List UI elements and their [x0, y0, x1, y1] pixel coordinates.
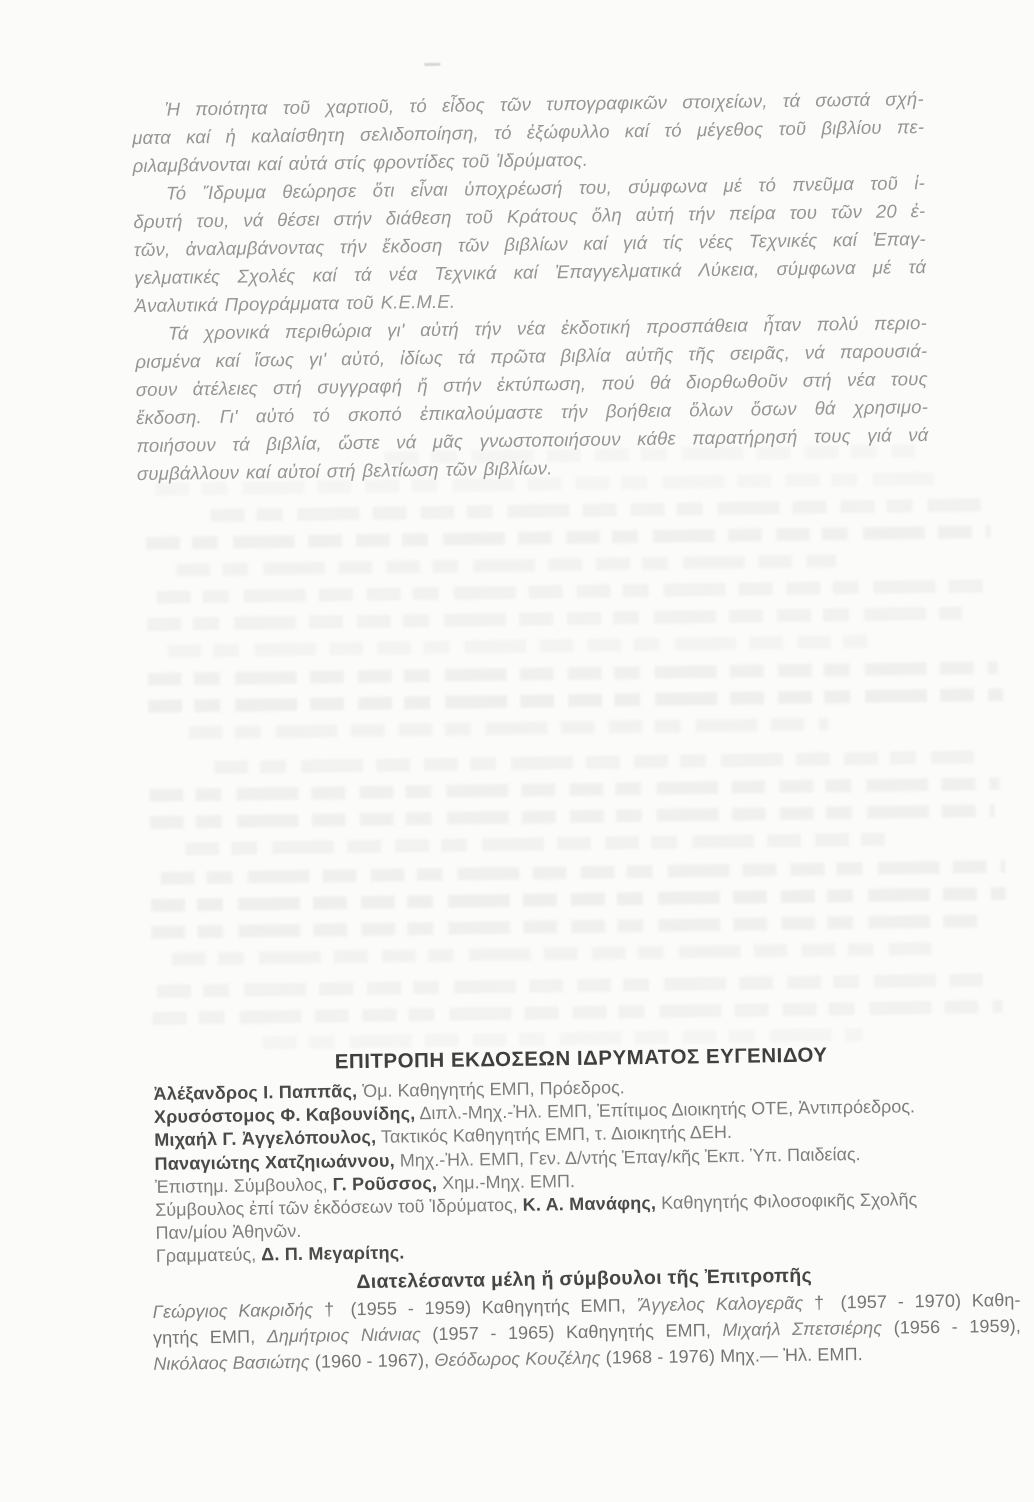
- text-run: (1960 - 1967),: [309, 1350, 435, 1372]
- scan-artifact: [424, 63, 440, 66]
- person-name: Ἄγγελος Καλογερᾶς: [636, 1292, 804, 1316]
- text-line: ρισμένα καί ἴσως γι' αὐτό, ἰδίως τά πρῶτα βιβλία αὐτῆς τῆς σειρᾶς, νά παρουσιά-: [135, 340, 928, 373]
- text-run: Τακτικός Καθηγητής ΕΜΠ, τ. Διοικητής ΔΕΗ.: [376, 1122, 733, 1148]
- bleedthrough-text: [157, 973, 997, 998]
- bleedthrough-text: [188, 717, 828, 739]
- text-run: (1968 - 1976) Μηχ.— Ἠλ. ΕΜΠ.: [600, 1344, 863, 1368]
- person-name: Γεώργιος Κακριδής: [152, 1299, 314, 1322]
- person-name: Γ. Ροῦσσος,: [332, 1172, 438, 1195]
- text-line: ματα καί ἡ καλαίσθητη σελιδοποίηση, τό ἐξώφυλλο καί τό μέγεθος τοῦ βιβλίου πε-: [132, 116, 925, 149]
- text-run: Σύμβουλος ἐπί τῶν ἐκδόσεων τοῦ Ἱδρύματος,: [155, 1194, 523, 1220]
- bleedthrough-text: [167, 635, 867, 658]
- bleedthrough-text: [172, 942, 932, 966]
- committee-member-list: [153, 1070, 1034, 1268]
- text-run: Καθηγητής Φιλοσοφικῆς Σχολῆς: [656, 1189, 918, 1213]
- paragraph: [135, 309, 929, 488]
- text-line: συμβάλλουν καί αὐτοί στή βελτίωση τῶν βιβλίων.: [136, 457, 553, 485]
- bleedthrough-text: [149, 777, 999, 802]
- text-line: γελματικές Σχολές καί τά νέα Τεχνικά καί Ἐπαγγελματικά Λύκεια, σύμφωνα μέ τά: [134, 256, 927, 289]
- bleedthrough-text: [151, 887, 1006, 912]
- text-line: δρυτή του, νά θέσει στήν διάθεση τοῦ Κράτους ὅλη αὐτή τήν πείρα του τῶν 20 ἐ-: [133, 200, 926, 233]
- bleedthrough-text: [151, 914, 981, 939]
- text-line: Τό Ἵδρυμα θεώρησε ὅτι εἶναι ὑποχρέωσή του, σύμφωνα μέ τό πνεῦμα τοῦ ἱ-: [165, 172, 926, 204]
- bleedthrough-text: [152, 1000, 1002, 1025]
- bleedthrough-text: [148, 688, 1003, 713]
- text-run: Ὁμ. Καθηγητής ΕΜΠ, Πρόεδρος.: [357, 1077, 625, 1102]
- text-run: † (1957 - 1970) Καθη-: [803, 1289, 1021, 1313]
- person-name: Μιχαήλ Γ. Ἀγγελόπουλος,: [154, 1127, 377, 1151]
- person-name: Ἀλέξανδρος Ι. Παππᾶς,: [153, 1081, 358, 1104]
- person-name: Νικόλαος Βασιώτης: [153, 1351, 310, 1374]
- bleedthrough-text: [150, 804, 995, 829]
- person-name: Κ. Α. Μανάφης,: [522, 1192, 657, 1215]
- text-line: Τά χρονικά περιθώρια γι' αὐτή τήν νέα ἐκδοτική προσπάθεια ἦταν πολύ περιο-: [167, 312, 928, 344]
- text-run: (1956 - 1959),: [881, 1315, 1022, 1338]
- person-name: Δημήτριος Νιάνιας: [266, 1324, 421, 1347]
- text-run: Διπλ.-Μηχ.-Ἠλ. ΕΜΠ, Ἐπίτιμος Διοικητής ΟΤΕ, Ἀντιπρόεδρος.: [415, 1096, 916, 1124]
- former-members-list: [152, 1287, 1021, 1377]
- person-name: Χρυσόστομος Φ. Καβουνίδης,: [153, 1103, 416, 1128]
- text-run: Γραμματεύς,: [155, 1244, 262, 1267]
- intro-paragraphs: [132, 85, 929, 488]
- paragraph: [132, 85, 925, 180]
- bleedthrough-text: [176, 554, 836, 576]
- person-name: Θεόδωρος Κουζέλης: [434, 1347, 601, 1371]
- text-run: Παν/μίου Ἀθηνῶν.: [155, 1221, 302, 1244]
- text-line: ἔκδοση. Γι' αὐτό τό σκοπό ἐπικαλούμαστε τήν βοήθεια ὅλων ὅσων θά χρησιμο-: [136, 396, 929, 429]
- text-line: Ἡ ποιότητα τοῦ χαρτιοῦ, τό εἶδος τῶν τυπογραφικῶν στοιχείων, τά σωστά σχή-: [164, 88, 924, 120]
- bleedthrough-text: [214, 750, 974, 774]
- bleedthrough-text: [210, 498, 980, 522]
- bleedthrough-text: [148, 661, 998, 686]
- paragraph: [133, 169, 927, 320]
- text-run: Ἐπιστημ. Σύμβουλος,: [154, 1174, 333, 1197]
- bleedthrough-text: [157, 579, 992, 604]
- text-run: Χημ.-Μηχ. ΕΜΠ.: [436, 1170, 576, 1193]
- text-run: Μηχ.-Ἠλ. ΕΜΠ, Γεν. Δ/ντής Ἐπαγ/κῆς Ἐκπ. Ὑπ. Παιδείας.: [394, 1143, 861, 1171]
- person-name: Μιχαήλ Σπετσιέρης: [722, 1317, 883, 1340]
- committee-section-title: ΕΠΙΤΡΟΠΗ ΕΚΔΟΣΕΩΝ ΙΔΡΥΜΑΤΟΣ ΕΥΓΕΝΙΔΟΥ: [334, 1043, 828, 1074]
- bleedthrough-text: [146, 525, 991, 550]
- person-name: Παναγιώτης Χατζηιωάννου,: [154, 1150, 395, 1174]
- former-members-section-title: Διατελέσαντα μέλη ἤ σύμβουλοι τῆς Ἐπιτροπῆς: [356, 1264, 813, 1294]
- text-run: (1957 - 1965) Καθηγητής ΕΜΠ,: [420, 1319, 723, 1345]
- text-run: † (1955 - 1959) Καθηγητής ΕΜΠ,: [313, 1295, 637, 1320]
- text-line: ριλαμβάνονται καί αὐτά στίς φροντίδες τοῦ Ἱδρύματος.: [132, 148, 589, 177]
- text-line: ποιήσουν τά βιβλία, ὥστε νά μᾶς γνωστοποιήσουν κάθε παρατήρησή τους γιά νά: [136, 424, 929, 457]
- text-line: Ἀναλυτικά Προγράμματα τοῦ Κ.Ε.Μ.Ε.: [134, 290, 456, 317]
- text-run: γητής ΕΜΠ,: [152, 1326, 267, 1348]
- person-name: Δ. Π. Μεγαρίτης.: [261, 1242, 405, 1265]
- bleedthrough-text: [185, 833, 885, 856]
- text-line: σουν ἀτέλειες στή συγγραφή ἤ στήν ἐκτύπωση, πού θά διορθωθοῦν στή νέα τους: [135, 368, 928, 401]
- text-line: τῶν, ἀναλαμβάνοντας τήν ἔκδοση τῶν βιβλίων καί γιά τίς νέες Τεχνικές καί Ἐπαγ-: [133, 228, 926, 261]
- bleedthrough-text: [160, 860, 1005, 885]
- bleedthrough-text: [147, 607, 962, 631]
